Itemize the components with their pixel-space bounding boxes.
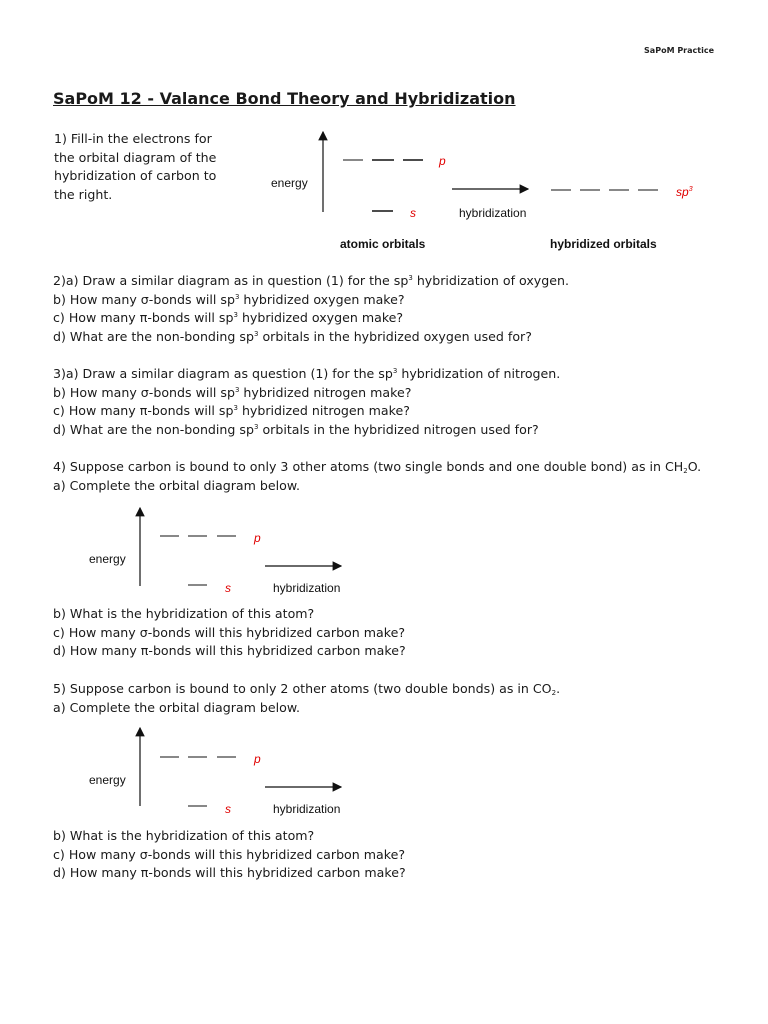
q4-intro-block: [53, 458, 701, 495]
q4-p-label: p: [254, 531, 261, 545]
q1-s-label: s: [410, 206, 416, 220]
q2-c: [53, 309, 569, 328]
q2-b-post: hybridized oxygen make?: [239, 291, 405, 307]
q2-block: [53, 272, 569, 346]
q3-d: [53, 421, 560, 440]
q2-b-pre: b) How many σ-bonds will sp: [53, 291, 235, 307]
q3-c: [53, 402, 560, 421]
q4-a: a) Complete the orbital diagram below.: [53, 477, 300, 493]
q3-block: [53, 365, 560, 439]
q5-questions: [53, 827, 406, 883]
q3-d-pre: d) What are the non-bonding sp: [53, 421, 254, 437]
q3-c-pre: c) How many π-bonds will sp: [53, 403, 234, 419]
q4-hybridization-label: hybridization: [273, 581, 341, 595]
q5-diagram: [140, 728, 341, 806]
q5-hybridization-label: hybridization: [273, 802, 341, 816]
q4-intro-pre: 4) Suppose carbon is bound to only 3 other atoms (two single bonds and one double bond) as in CH: [53, 459, 684, 474]
page-title: SaPoM 12 - Valance Bond Theory and Hybridization: [53, 89, 516, 108]
q4-intro: [53, 458, 701, 477]
q5-b: b) What is the hybridization of this atom?: [53, 828, 315, 843]
q1-sp-superscript: 3: [688, 186, 693, 193]
q2-c-post: hybridized oxygen make?: [237, 310, 404, 326]
q3-b-pre: b) How many σ-bonds will sp: [53, 384, 235, 400]
q3-d-post: orbitals in the hybridized nitrogen used for?: [258, 421, 539, 437]
q5-p-label: p: [254, 752, 261, 766]
q2-d-sup: 3: [253, 329, 259, 338]
q5-intro-sub: 2: [551, 689, 557, 697]
q2-b: [53, 291, 569, 310]
q1-text: 1) Fill-in the electrons for the orbital diagram of the hybridization of carbon to the right.: [54, 131, 217, 202]
q5-energy-label: energy: [89, 773, 126, 787]
q5-c: c) How many σ-bonds will this hybridized carbon make?: [53, 846, 406, 862]
q2-b-sup: 3: [234, 292, 240, 301]
q4-intro-sub: 2: [683, 467, 688, 475]
q5-intro-pre: 5) Suppose carbon is bound to only 2 other atoms (two double bonds) as in CO: [53, 681, 552, 696]
q2-a-sup: 3: [408, 274, 413, 282]
q3-a-post: hybridization of nitrogen.: [397, 366, 561, 381]
q2-a-pre: 2)a) Draw a similar diagram as in question (1) for the sp: [53, 273, 409, 288]
q5-a: a) Complete the orbital diagram below.: [53, 699, 300, 715]
q3-d-sup: 3: [253, 422, 259, 431]
q1-energy-label: energy: [271, 176, 308, 190]
q3-c-post: hybridized nitrogen make?: [237, 403, 410, 419]
q1-atomic-orbitals-label: atomic orbitals: [340, 237, 426, 251]
q2-c-sup: 3: [233, 311, 238, 320]
q4-energy-label: energy: [89, 552, 126, 566]
header-note: SaPoM Practice: [644, 46, 714, 55]
q3-c-sup: 3: [233, 404, 238, 413]
q1-p-label: p: [439, 154, 446, 168]
q4-intro-post: O.: [687, 459, 702, 474]
q3-a-pre: 3)a) Draw a similar diagram as question (1) for the sp: [53, 366, 393, 381]
q3-a: [53, 365, 560, 384]
q4-diagram: [140, 508, 341, 586]
q5-d: d) How many π-bonds will this hybridized carbon make?: [53, 865, 406, 881]
q5-s-label: s: [225, 802, 231, 816]
q1-sp3-label: [676, 185, 693, 199]
q4-questions: [53, 605, 406, 661]
q4-d: d) How many π-bonds will this hybridized carbon make?: [53, 643, 406, 659]
q5-intro: [53, 680, 560, 699]
q2-d-post: orbitals in the hybridized oxygen used for?: [258, 328, 532, 344]
q2-a-post: hybridization of oxygen.: [412, 273, 569, 288]
q1-hybridization-label: hybridization: [459, 206, 527, 220]
q4-s-label: s: [225, 581, 231, 595]
q1-hybridized-orbitals-label: hybridized orbitals: [550, 237, 657, 251]
q2-d: [53, 328, 569, 347]
q1-diagram: [323, 132, 658, 212]
q5-intro-block: [53, 680, 560, 717]
q3-b-post: hybridized nitrogen make?: [239, 384, 412, 400]
q2-d-pre: d) What are the non-bonding sp: [53, 328, 254, 344]
q4-c: c) How many σ-bonds will this hybridized carbon make?: [53, 624, 406, 640]
q1-sp-text: sp: [676, 185, 689, 199]
q3-b: [53, 384, 560, 403]
q5-intro-post: .: [556, 681, 561, 696]
q3-a-sup: 3: [392, 367, 398, 375]
q2-a: [53, 272, 569, 291]
q3-b-sup: 3: [234, 385, 240, 394]
q2-c-pre: c) How many π-bonds will sp: [53, 310, 234, 326]
q4-b: b) What is the hybridization of this atom?: [53, 606, 315, 621]
